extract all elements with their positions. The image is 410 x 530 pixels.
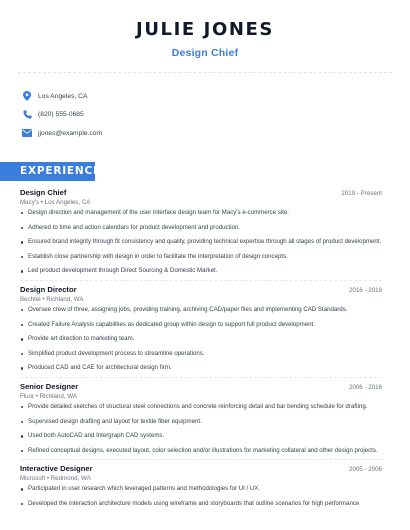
candidate-name: JULIE JONES [136,19,274,40]
job-bullets [20,403,382,455]
section-title-experience: EXPERIENCE [20,165,101,177]
job-title: Interactive Designer [20,464,93,474]
contact-email-text: jjones@example.com [38,129,103,137]
mail-icon [20,126,34,140]
job-bullet: Design direction and management of the user interface design team for Macy's e-commerce site. [20,209,382,218]
location-pin-icon [20,89,34,103]
job-bullets [20,306,382,373]
job-dates: 2016 - 2019 [348,286,382,294]
candidate-title: Design Chief [171,47,239,59]
job-divider [20,459,382,460]
job-bullet: Establish close partnership with design in order to facilitate the interpretation of design concepts. [20,253,382,262]
job-bullet: Developed the interaction architecture models using wireframe and storyboards that outline scenarios for high performance [20,500,382,509]
contact-phone [20,106,410,124]
job-bullet: Oversee crew of three, assigning jobs, providing training, archiving CAD/paper files and implementing CAD Standards. [20,306,382,315]
job-dates: 2019 - Present [341,190,382,197]
contact-phone-text: (820) 555-0685 [38,111,84,118]
contact-location [20,87,410,105]
job-bullet: Ensured brand integrity through fit consistency and quality, providing technical expertise through all stages of product development. [20,238,382,247]
job-bullet: Used both AutoCAD and Intergraph CAD systems. [20,432,382,441]
job-bullet: Refined conceptual designs, executed layout, color selection and/or illustrations for marketing collateral and other design projects. [20,447,382,456]
job-employer: Bechtel • Richland, WA [20,295,84,303]
job-entry [20,285,382,373]
job-bullet: Produced CAD and CAE for architectural design firm. [20,364,382,373]
job-bullet: Participated in user research which leveraged patterns and methodologies for UI / UX. [20,485,382,494]
job-bullet: Adhered to time and action calendars for product development and production. [20,224,382,233]
job-title: Design Chief [20,188,67,197]
job-entry [20,188,382,276]
job-employer: Macy's • Los Angeles, CA [20,199,91,206]
job-employer: Microsoft • Redmond, WA [20,475,91,483]
contact-list [0,73,410,142]
job-entry [20,382,382,455]
job-employer: Fluor • Richland, WA [20,392,77,400]
job-bullet: Led product development through Direct Sourcing & Domestic Market. [20,267,382,276]
job-dates: 2006 - 2016 [348,383,382,391]
job-title: Design Director [20,284,77,294]
resume-header [0,0,410,59]
job-bullets [20,209,382,276]
job-bullet: Simplified product development process to streamline operations. [20,350,382,359]
job-bullet: Provide art direction to marketing team. [20,335,382,344]
experience-list [20,188,382,515]
job-bullets [20,485,382,508]
contact-email [20,124,410,142]
job-bullet: Provide detailed sketches of structural steel connections and concrete reinforcing detail and bar bending schedule for drafting. [20,403,382,412]
job-title: Senior Designer [20,381,79,391]
job-bullet: Created Failure Analysis capabilities as dedicated group within design to support full product development. [20,321,382,330]
phone-icon [20,108,34,122]
job-entry [20,464,382,508]
job-dates: 2005 - 2006 [348,466,382,474]
contact-location-text: Los Angeles, CA [38,92,88,100]
job-divider [20,377,382,378]
job-bullet: Supervised design drafting and layout for textile fiber equipment. [20,418,382,427]
job-divider [20,280,382,281]
